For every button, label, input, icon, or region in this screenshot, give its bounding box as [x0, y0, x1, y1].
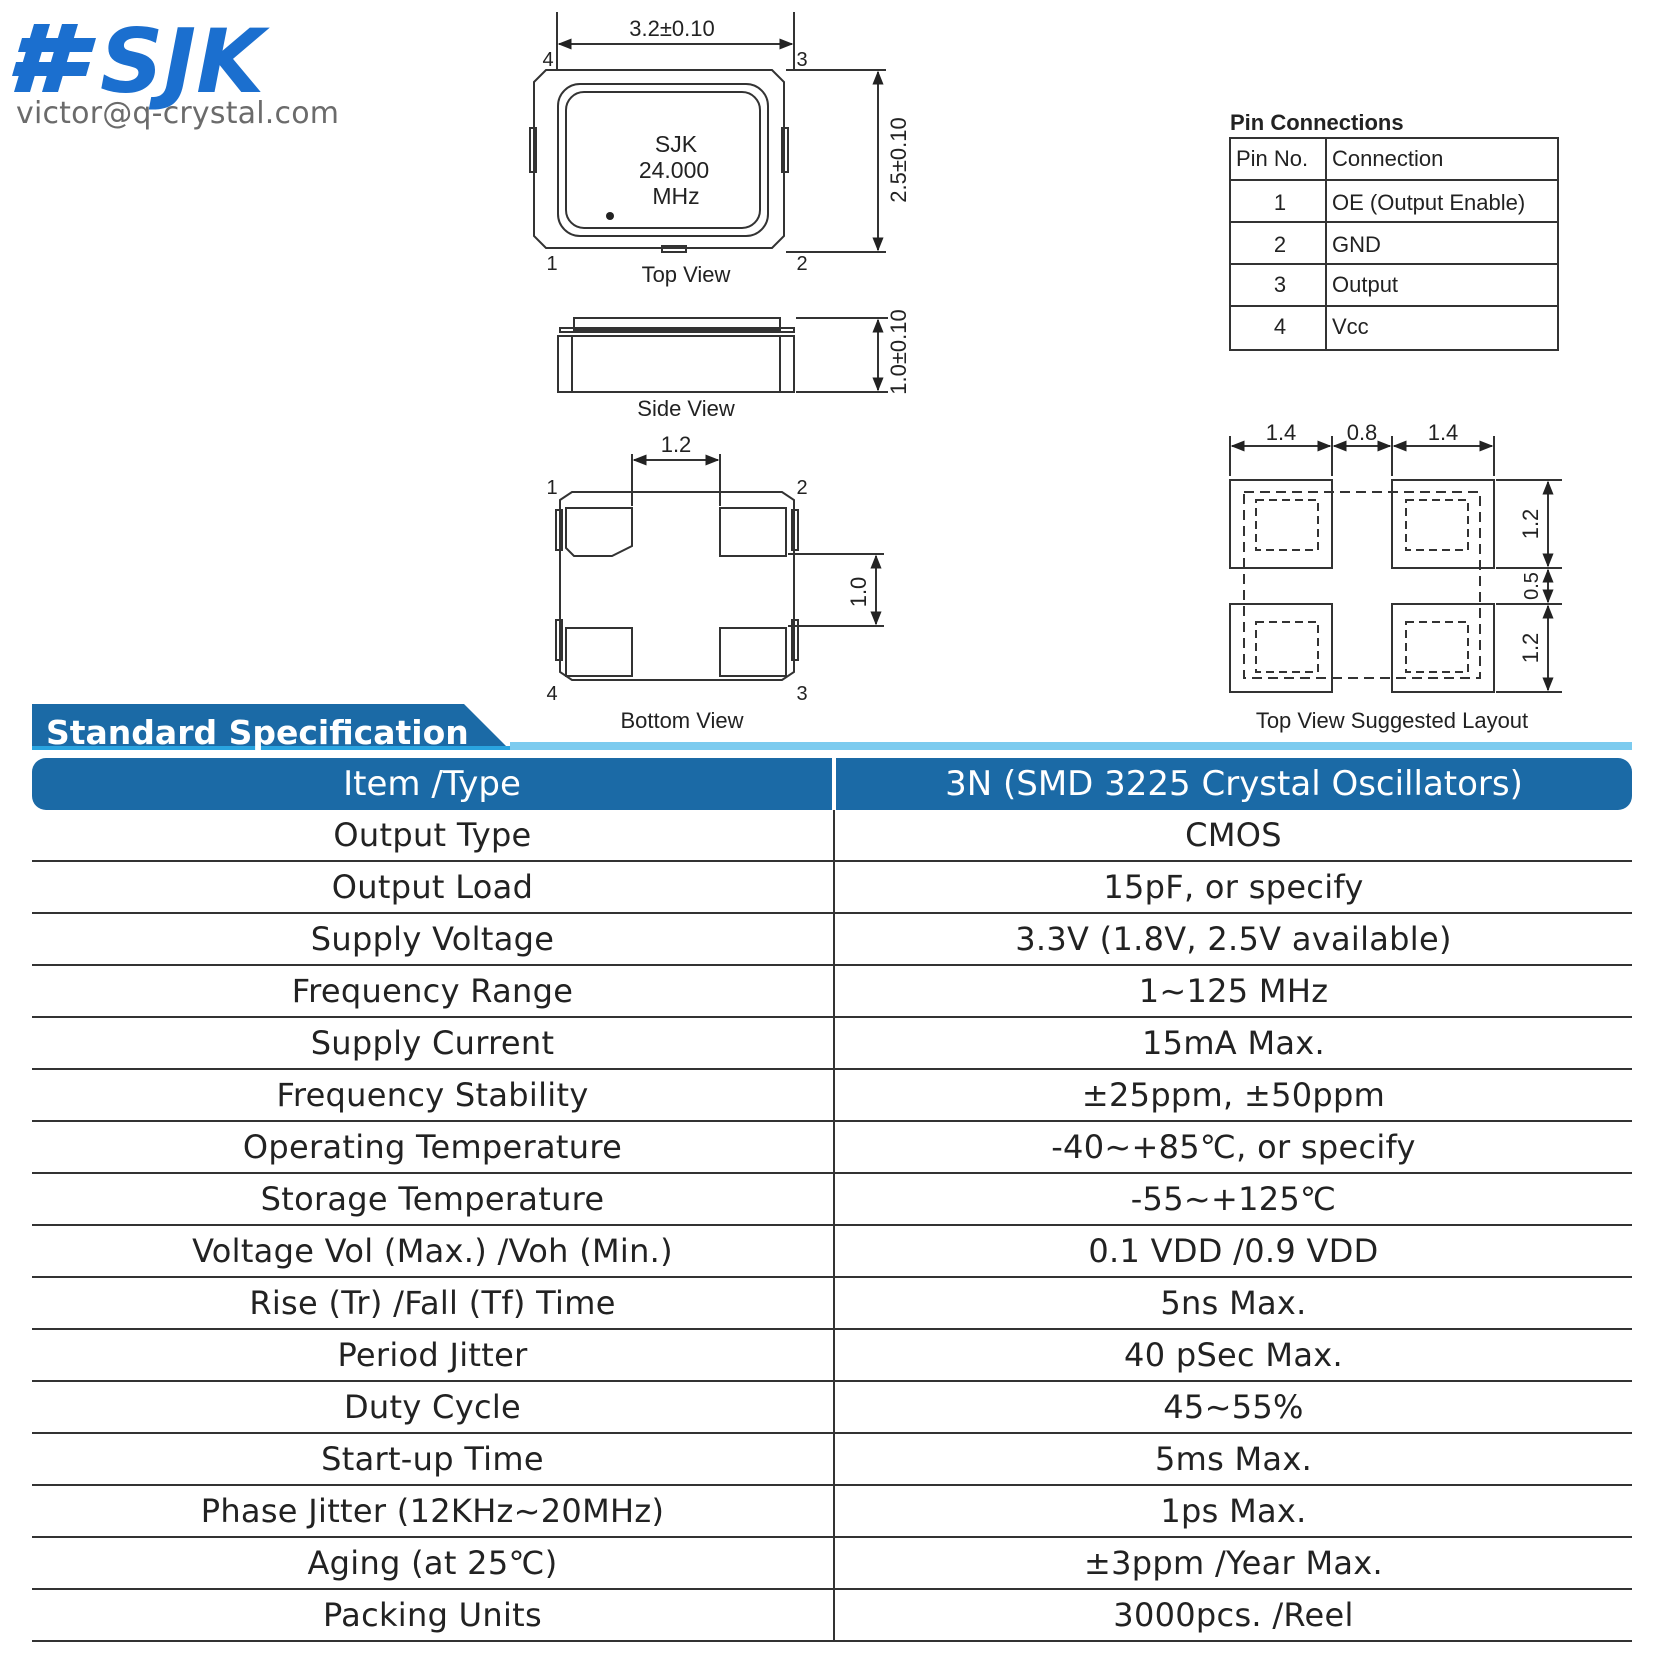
layout-caption: Top View Suggested Layout: [1255, 708, 1529, 733]
spec-value: 5ns Max.: [834, 1277, 1632, 1329]
layout-dim-pad-top: 1.2: [1518, 508, 1543, 540]
suggested-layout-drawing: [1230, 436, 1562, 692]
pin-row-4-pin: 4: [1273, 314, 1287, 339]
bottom-view-drawing: [556, 454, 884, 680]
layout-dim-gap: 0.8: [1346, 420, 1378, 445]
pin-row-1-pin: 1: [1273, 190, 1287, 215]
bottom-view-pin-2: 2: [796, 477, 808, 499]
table-row: [32, 1589, 1632, 1641]
spec-value: -40~+85℃, or specify: [834, 1121, 1632, 1173]
layout-dim-pad-bottom: 1.2: [1518, 632, 1543, 664]
bottom-view-pad-height-dim: 1.0: [846, 576, 871, 608]
pin-row-1-connection: OE (Output Enable): [1332, 190, 1526, 215]
spec-item: Aging (at 25℃): [32, 1537, 834, 1589]
spec-item: Supply Current: [32, 1017, 834, 1069]
pin-row-3-pin: 3: [1273, 272, 1287, 297]
table-row: [32, 1485, 1632, 1537]
pin-row-4-connection: Vcc: [1332, 314, 1369, 339]
spec-item: Storage Temperature: [32, 1173, 834, 1225]
spec-item: Duty Cycle: [32, 1381, 834, 1433]
bottom-view-pad-gap-dim: 1.2: [660, 432, 692, 457]
table-row: [32, 810, 1632, 861]
spec-item: Frequency Range: [32, 965, 834, 1017]
table-row: [32, 1173, 1632, 1225]
spec-value: 15pF, or specify: [834, 861, 1632, 913]
top-view-height-dim: 2.5±0.10: [886, 117, 911, 203]
spec-value: 15mA Max.: [834, 1017, 1632, 1069]
top-view-marking-line2: 24.000: [638, 157, 710, 183]
top-view-pin-1: 1: [546, 253, 558, 275]
logo-text: SJK: [100, 10, 265, 113]
spec-value: 3.3V (1.8V, 2.5V available): [834, 913, 1632, 965]
table-row: [32, 1225, 1632, 1277]
top-view-width-dim: 3.2±0.10: [629, 16, 715, 41]
spec-value: 5ms Max.: [834, 1433, 1632, 1485]
table-row: [32, 1277, 1632, 1329]
pin-connections-title: Pin Connections: [1230, 110, 1404, 135]
top-view-caption: Top View: [641, 262, 731, 287]
side-view-drawing: [558, 318, 888, 392]
spec-value: 1ps Max.: [834, 1485, 1632, 1537]
hash-icon: [12, 24, 96, 92]
pin-row-3-connection: Output: [1332, 272, 1399, 297]
spec-item: Frequency Stability: [32, 1069, 834, 1121]
layout-dim-left: 1.4: [1265, 420, 1297, 445]
bottom-view-caption: Bottom View: [620, 708, 744, 733]
bottom-view-pin-1: 1: [546, 477, 558, 499]
spec-item: Operating Temperature: [32, 1121, 834, 1173]
table-row: [32, 1121, 1632, 1173]
top-view-pin-2: 2: [796, 253, 808, 275]
spec-item: Output Type: [32, 810, 834, 861]
spec-header-type: 3N (SMD 3225 Crystal Oscillators): [834, 758, 1632, 810]
table-row: [32, 1433, 1632, 1485]
spec-header-row: [32, 758, 1632, 810]
top-view-marking-line3: MHz: [652, 183, 700, 209]
spec-value: CMOS: [834, 810, 1632, 861]
table-row: [32, 861, 1632, 913]
table-row: [32, 1537, 1632, 1589]
spec-value: 1~125 MHz: [834, 965, 1632, 1017]
spec-title: Standard Specification: [46, 713, 469, 752]
bottom-view-pin-3: 3: [796, 683, 808, 705]
contact-email: victor@q-crystal.com: [16, 96, 340, 131]
table-row: [32, 1017, 1632, 1069]
spec-item: Output Load: [32, 861, 834, 913]
spec-item: Supply Voltage: [32, 913, 834, 965]
side-view-thickness-dim: 1.0±0.10: [886, 309, 911, 395]
table-row: [32, 913, 1632, 965]
spec-value: 45~55%: [834, 1381, 1632, 1433]
layout-dim-right: 1.4: [1427, 420, 1459, 445]
top-view-pin-3: 3: [796, 49, 808, 71]
spec-value: ±25ppm, ±50ppm: [834, 1069, 1632, 1121]
top-view-marking-line1: SJK: [654, 131, 698, 157]
top-view-drawing: [530, 12, 886, 252]
table-row: [32, 1069, 1632, 1121]
pin-header-connection: Connection: [1332, 146, 1444, 171]
spec-value: 0.1 VDD /0.9 VDD: [834, 1225, 1632, 1277]
table-row: [32, 1381, 1632, 1433]
spec-value: ±3ppm /Year Max.: [834, 1537, 1632, 1589]
spec-item: Period Jitter: [32, 1329, 834, 1381]
spec-item: Phase Jitter (12KHz~20MHz): [32, 1485, 834, 1537]
top-view-pin-4: 4: [542, 49, 554, 71]
pin1-dot-icon: [606, 212, 614, 220]
table-row: [32, 965, 1632, 1017]
spec-item: Packing Units: [32, 1589, 834, 1641]
spec-header-item: Item /Type: [32, 758, 834, 810]
table-row: [32, 1329, 1632, 1381]
layout-dim-pad-gap: 0.5: [1521, 572, 1543, 600]
side-view-caption: Side View: [637, 396, 735, 421]
pin-row-2-pin: 2: [1273, 232, 1287, 257]
spec-value: 40 pSec Max.: [834, 1329, 1632, 1381]
bottom-view-pin-4: 4: [546, 683, 558, 705]
pin-row-2-connection: GND: [1332, 232, 1381, 257]
spec-table: [32, 758, 1632, 1642]
spec-item: Rise (Tr) /Fall (Tf) Time: [32, 1277, 834, 1329]
pin-header-pin-no: Pin No.: [1236, 146, 1309, 171]
spec-item: Start-up Time: [32, 1433, 834, 1485]
spec-item: Voltage Vol (Max.) /Voh (Min.): [32, 1225, 834, 1277]
spec-value: -55~+125℃: [834, 1173, 1632, 1225]
spec-value: 3000pcs. /Reel: [834, 1589, 1632, 1641]
